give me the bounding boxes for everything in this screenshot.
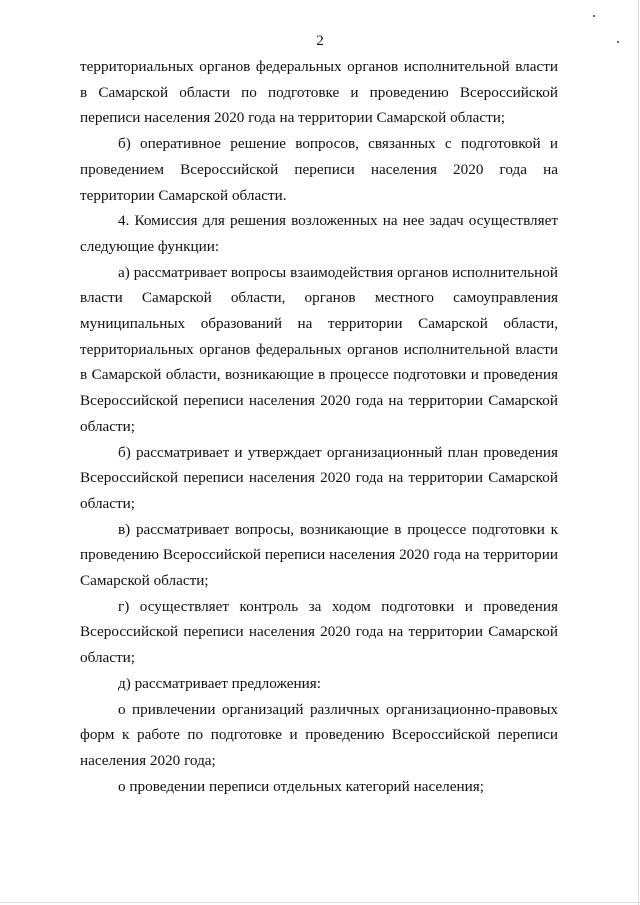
scan-speck [617, 41, 619, 43]
paragraph-item-b: б) рассматривает и утверждает организационный план проведения Всероссийской переписи населения 2020 года на территории Самарской области; [80, 443, 558, 512]
page-number: 2 [316, 33, 324, 49]
paragraph-item-b-operational: б) оперативное решение вопросов, связанных с подготовкой и проведением Всероссийской переписи населения 2020 года на территории Самарской области. [80, 135, 558, 204]
paragraph-continuation: территориальных органов федеральных органов исполнительной власти в Самарской области по подготовке и проведению Всероссийской переписи населения 2020 года на территории Самарской области; [80, 58, 558, 127]
paragraph-item-a: а) рассматривает вопросы взаимодействия органов исполнительной власти Самарской области, органов местного самоуправления муниципальных образований на территории Самарской области, территориальных органов федеральных органов исполнительной власти в Самарской области, возникающие в процессе подготовки и проведения Всероссийской переписи населения 2020 года на территории Самарской области; [80, 263, 558, 435]
scan-edge-mark [0, 902, 640, 903]
document-body [80, 54, 558, 799]
paragraph-item-d: д) рассматривает предложения: [118, 674, 321, 692]
scan-edge-mark [638, 0, 639, 905]
paragraph-proposal-categories: о проведении переписи отдельных категорий населения; [118, 777, 484, 795]
paragraph-proposal-organizations: о привлечении организаций различных организационно-правовых форм к работе по подготовке и проведению Всероссийской переписи населения 2020 года; [80, 700, 558, 769]
scan-speck [593, 15, 595, 17]
paragraph-item-v: в) рассматривает вопросы, возникающие в процессе подготовки к проведению Всероссийской переписи населения 2020 года на территории Самарской области; [80, 520, 558, 590]
paragraph-section-4: 4. Комиссия для решения возложенных на нее задач осуществляет следующие функции: [80, 212, 558, 255]
paragraph-item-g: г) осуществляет контроль за ходом подготовки и проведения Всероссийской переписи населения 2020 года на территории Самарской области; [80, 597, 558, 667]
